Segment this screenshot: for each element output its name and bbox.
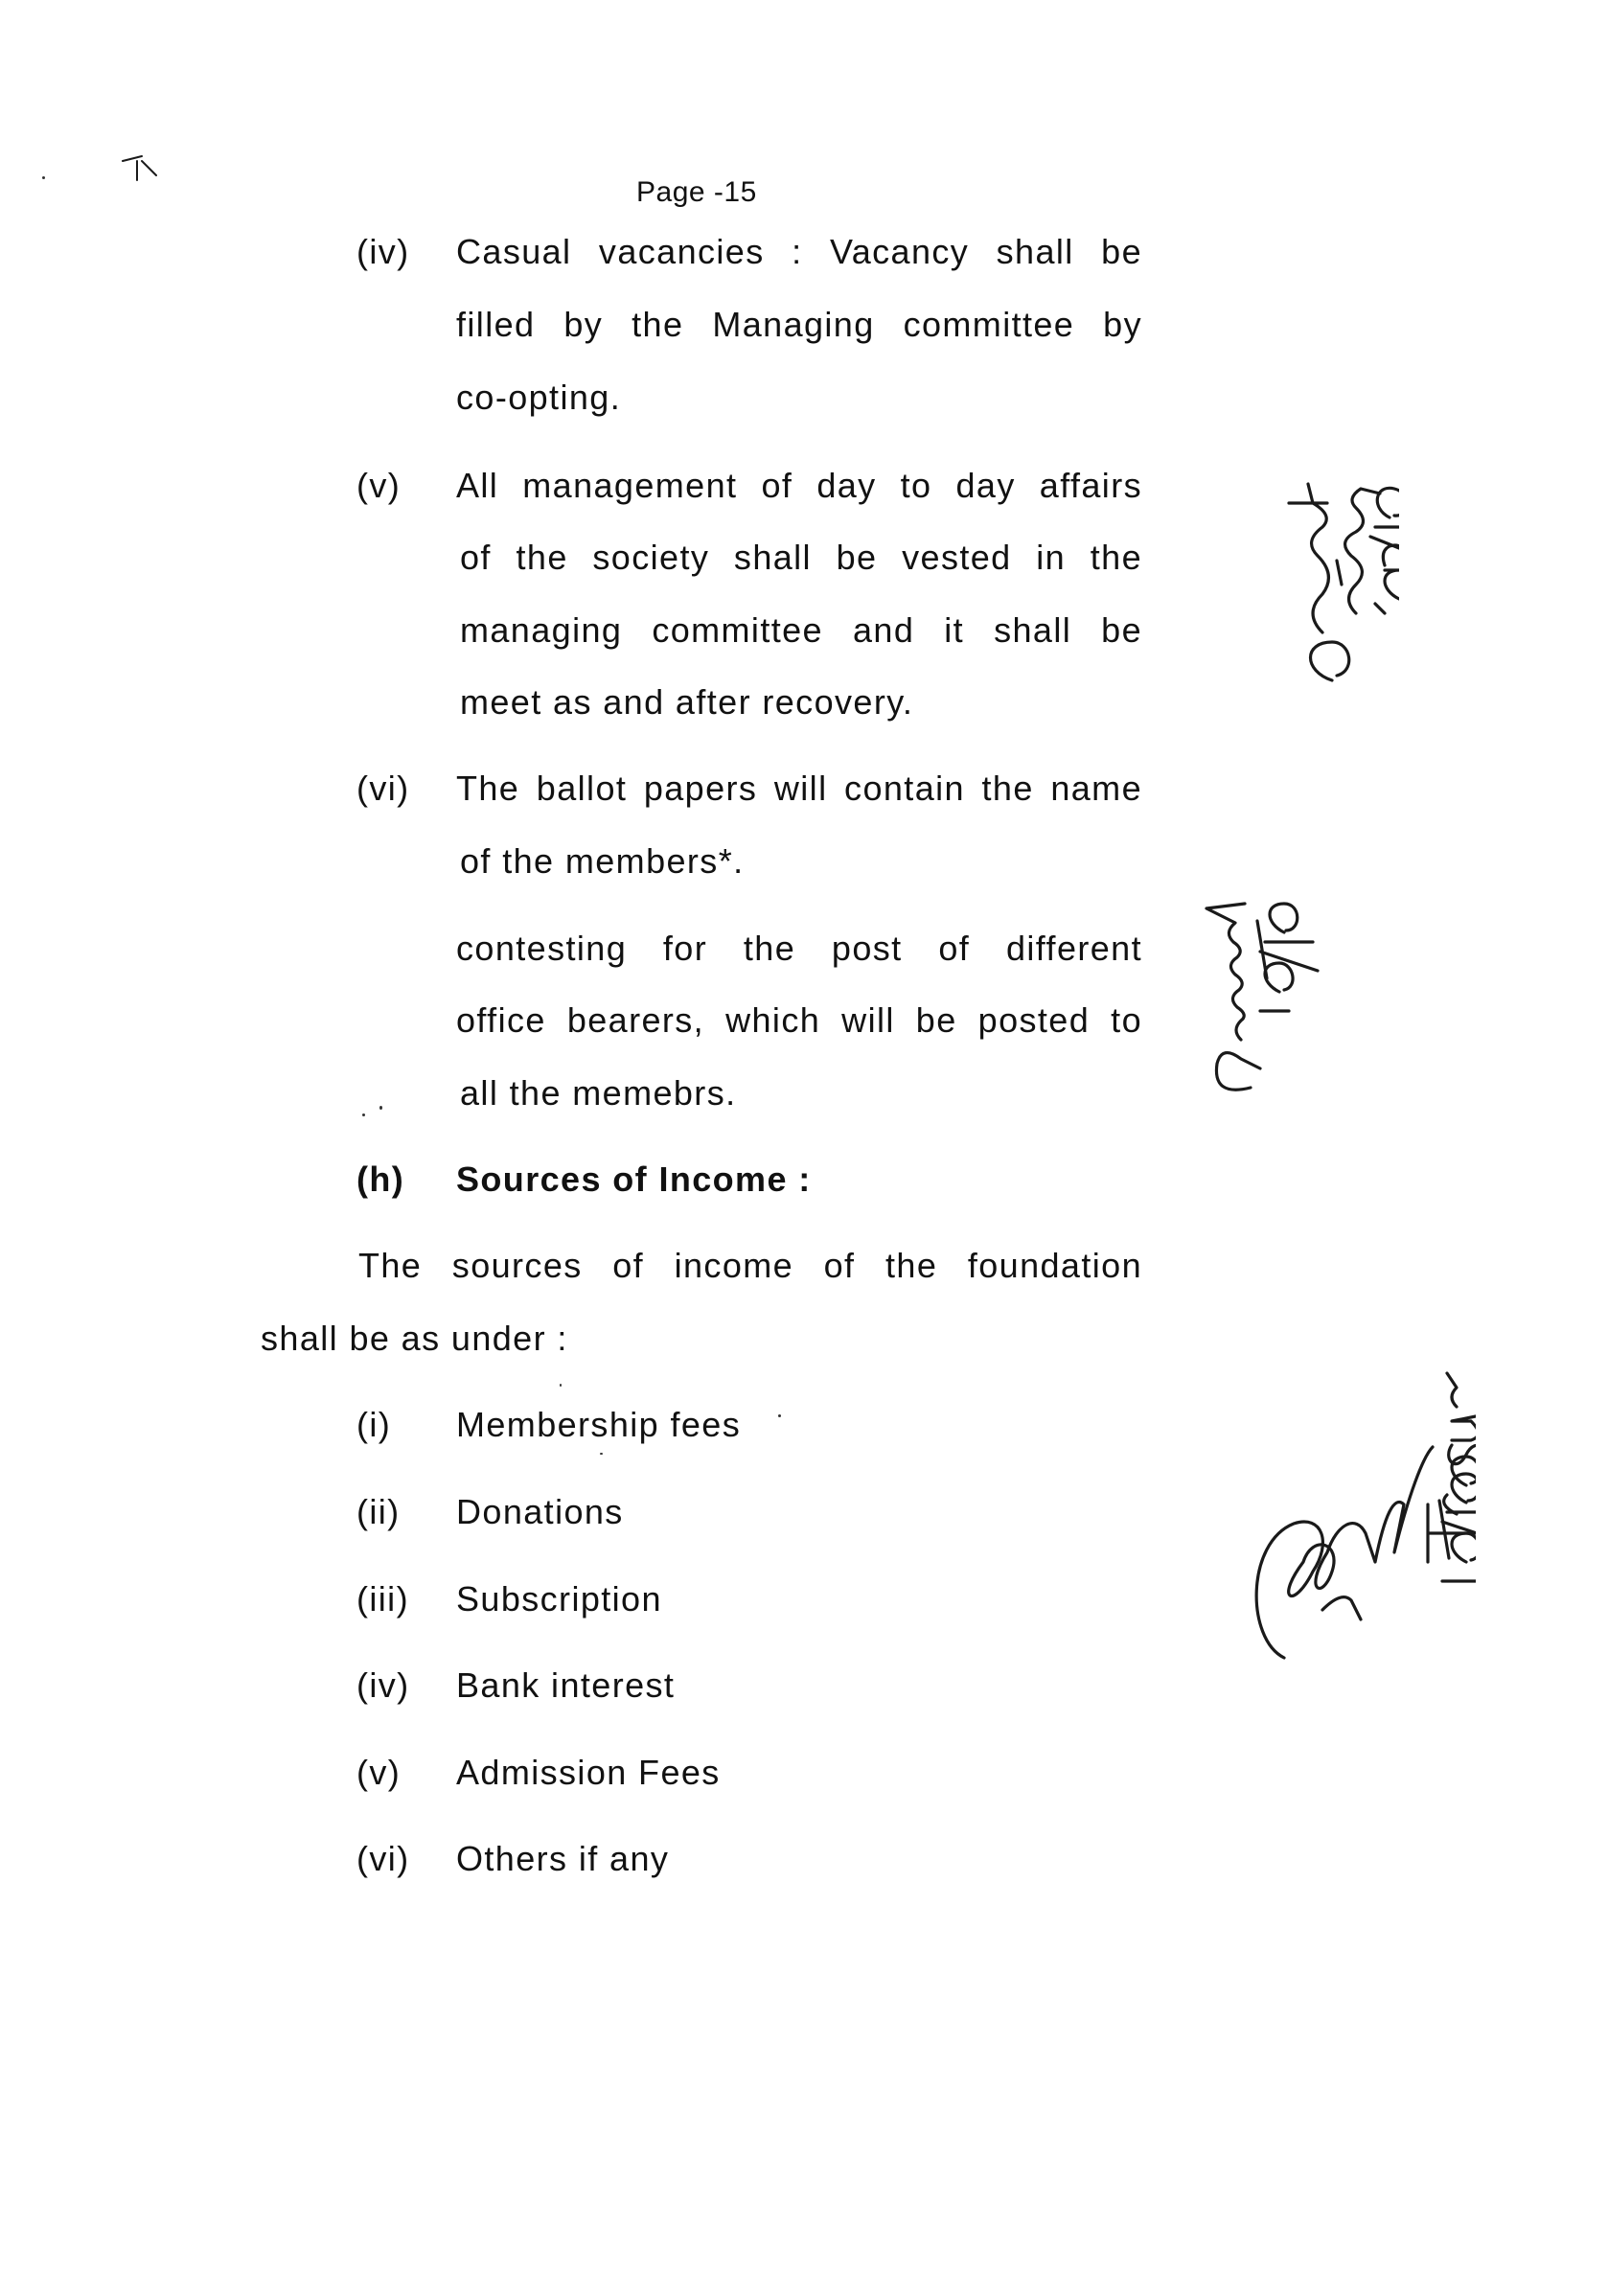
item-text-line: The ballot papers will contain the name: [456, 769, 1142, 808]
section-heading: Sources of Income :: [456, 1159, 812, 1199]
president-signature: [1188, 728, 1409, 1150]
section-intro-line: The sources of income of the foundation: [358, 1246, 1142, 1285]
income-item-number: (v): [356, 1753, 402, 1792]
income-item-label: Others if any: [456, 1839, 670, 1878]
item-text-line: filled by the Managing committee by: [456, 305, 1142, 344]
income-item-label: Admission Fees: [456, 1753, 721, 1792]
continuation-line: contesting for the post of different: [456, 929, 1142, 968]
continuation-line: all the memebrs.: [460, 1073, 737, 1113]
income-item-label: Bank interest: [456, 1665, 676, 1705]
item-text-line: Casual vacancies : Vacancy shall be: [456, 232, 1142, 271]
income-item-number: (vi): [356, 1839, 410, 1878]
item-text-line: of the members*.: [460, 841, 745, 881]
treasurer-signature: [1207, 1322, 1476, 1687]
speck: [379, 1106, 382, 1110]
item-number: (v): [356, 466, 402, 505]
item-number: (iv): [356, 232, 410, 271]
speck: [362, 1114, 365, 1116]
item-text-line: managing committee and it shall be: [460, 610, 1142, 650]
section-intro-line: shall be as under :: [261, 1319, 568, 1358]
income-item-label: Membership fees: [456, 1405, 742, 1444]
speck: [42, 176, 45, 179]
income-item-number: (iv): [356, 1665, 410, 1705]
page-number: Page -15: [636, 176, 757, 208]
item-text-line: meet as and after recovery.: [460, 682, 914, 722]
speck: [778, 1414, 781, 1417]
income-item-label: Subscription: [456, 1579, 662, 1619]
income-item-number: (ii): [356, 1492, 401, 1531]
income-item-label: Donations: [456, 1492, 624, 1531]
stray-mark: [113, 142, 171, 190]
secretary-signature: [1179, 393, 1399, 690]
item-text-line: All management of day to day affairs: [456, 466, 1142, 505]
speck: [560, 1384, 562, 1387]
speck: [600, 1453, 603, 1455]
item-number: (vi): [356, 769, 410, 808]
item-text-line: of the society shall be vested in the: [460, 538, 1142, 577]
income-item-number: (i): [356, 1405, 392, 1444]
income-item-number: (iii): [356, 1579, 409, 1619]
section-number: (h): [356, 1159, 405, 1199]
item-text-line: co-opting.: [456, 378, 622, 417]
continuation-line: office bearers, which will be posted to: [456, 1000, 1142, 1040]
